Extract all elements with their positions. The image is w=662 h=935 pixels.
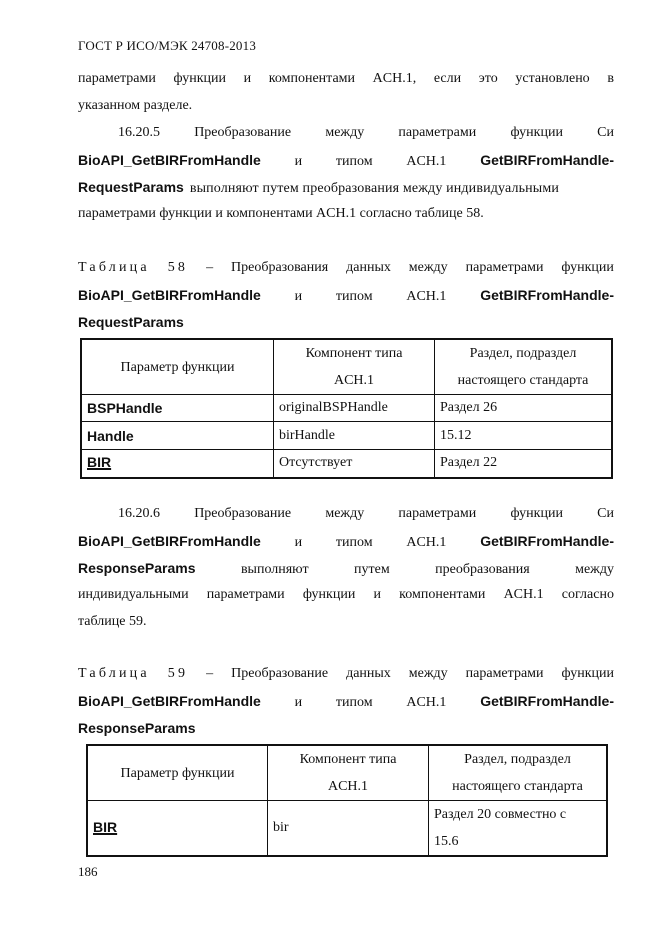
para2-line3: RequestParams выполняют путем преобразования между индивидуальными [78, 179, 559, 196]
page-number: 186 [78, 864, 98, 879]
component-cell: originalBSPHandle [274, 395, 435, 422]
table-row [81, 422, 612, 450]
param-cell: BIR [87, 801, 268, 857]
header-section: Раздел, подраздел настоящего стандарта [435, 339, 613, 395]
para2-line4: параметрами функции и компонентами ACH.1 согласно таблице 58. [78, 206, 484, 221]
table58-caption-line2: BioAPI_GetBIRFromHandle и типом ACH.1 GetBIRFromHandle- [78, 287, 614, 304]
document-header: ГОСТ Р ИСО/МЭК 24708-2013 [78, 38, 257, 53]
header-param: Параметр функции [81, 339, 274, 395]
section-cell: 15.12 [435, 422, 613, 450]
table59-caption-line2: BioAPI_GetBIRFromHandle и типом ACH.1 GetBIRFromHandle- [78, 693, 614, 710]
para1-line1: параметрами функции и компонентами ACH.1, если это установлено в [78, 71, 614, 86]
para1-line2: указанном разделе. [78, 98, 193, 113]
table59-caption-line3: ResponseParams [78, 720, 196, 736]
param-cell: BIR [81, 450, 274, 478]
para3-line5: таблице 59. [78, 614, 147, 629]
component-cell: birHandle [274, 422, 435, 450]
component-cell: Отсутствует [274, 450, 435, 478]
header-section: Раздел, подраздел настоящего стандарта [429, 745, 608, 801]
para2-line2: BioAPI_GetBIRFromHandle и типом ACH.1 GetBIRFromHandle- [78, 152, 614, 169]
para3-line1: 16.20.6 Преобразование между параметрами функции Си [118, 506, 614, 521]
section-cell: Раздел 20 совместно с 15.6 [429, 801, 608, 857]
table-header-row [81, 339, 612, 395]
header-component: Компонент типа ACH.1 [274, 339, 435, 395]
para3-line2: BioAPI_GetBIRFromHandle и типом ACH.1 GetBIRFromHandle- [78, 533, 614, 550]
header-component: Компонент типа ACH.1 [268, 745, 429, 801]
para3-line3: ResponseParams выполняют путем преобразования между [78, 560, 614, 577]
table59-caption-line1: Таблица 59 – Преобразование данных между параметрами функции [78, 666, 614, 681]
table-58 [80, 338, 613, 479]
para2-line1: 16.20.5 Преобразование между параметрами функции Си [118, 125, 614, 140]
header-param: Параметр функции [87, 745, 268, 801]
table-row [81, 450, 612, 478]
section-cell: Раздел 26 [435, 395, 613, 422]
para3-line4: индивидуальными параметрами функции и компонентами ACH.1 согласно [78, 587, 614, 602]
table-row [81, 395, 612, 422]
param-cell: BSPHandle [81, 395, 274, 422]
component-cell: bir [268, 801, 429, 857]
code-function-name: BioAPI_GetBIRFromHandle [78, 152, 261, 168]
table-header-row [87, 745, 607, 801]
table-row [87, 801, 607, 857]
section-cell: Раздел 22 [435, 450, 613, 478]
table58-caption-line1: Таблица 58 – Преобразования данных между параметрами функции [78, 260, 614, 275]
table58-caption-line3: RequestParams [78, 314, 184, 330]
table-59 [86, 744, 608, 857]
code-type-name: GetBIRFromHandle- [480, 152, 614, 168]
code-type-name: RequestParams [78, 179, 184, 195]
param-cell: Handle [81, 422, 274, 450]
